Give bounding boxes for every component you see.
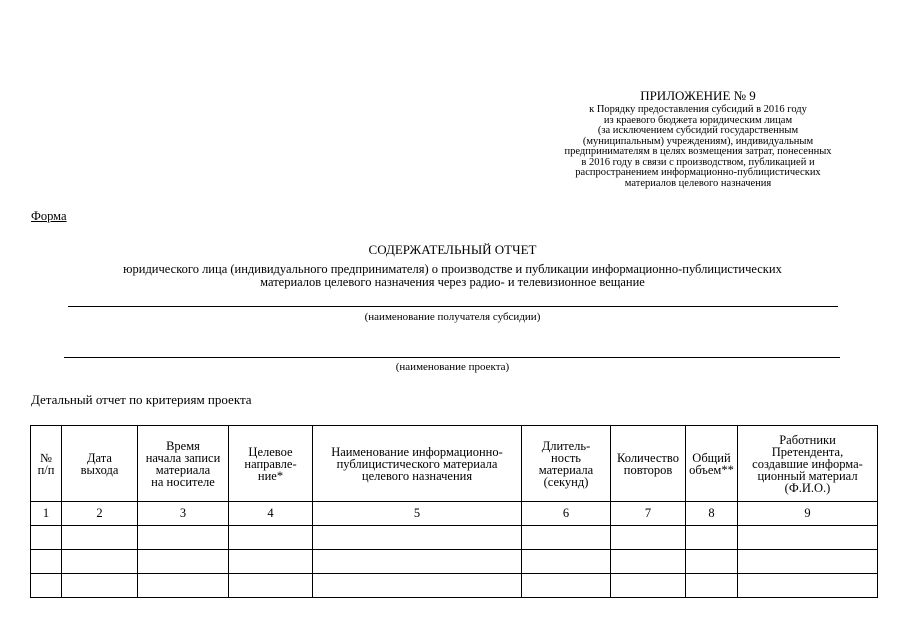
recipient-caption: (наименование получателя субсидии) <box>364 311 541 323</box>
column-header-line: № <box>40 450 52 465</box>
detail-heading: Детальный отчет по критериям проекта <box>31 392 252 407</box>
table-cell <box>138 550 229 574</box>
column-number: 8 <box>686 502 738 526</box>
table-row <box>31 526 878 550</box>
column-header-8 <box>686 426 738 502</box>
column-header-line: (Ф.И.О.) <box>784 480 831 495</box>
column-header-line: повторов <box>623 462 673 477</box>
table-cell <box>738 526 878 550</box>
column-header-line: п/п <box>37 462 55 477</box>
appendix-line: распространением информационно-публицистических <box>575 167 821 178</box>
table-cell <box>62 550 138 574</box>
column-header-line: на носителе <box>151 474 215 489</box>
report-subtitle <box>40 263 865 289</box>
table-cell <box>686 574 738 598</box>
appendix-line: (за исключением субсидий государственным <box>597 125 799 136</box>
recipient-name-line <box>68 306 838 307</box>
column-header-line: начала записи <box>145 450 221 465</box>
column-header-line: Дата <box>87 450 112 465</box>
table-cell <box>229 526 313 550</box>
column-number: 6 <box>522 502 611 526</box>
appendix-line: предпринимателям в целях возмещения затрат, понесенных <box>564 146 832 157</box>
project-name-line <box>64 357 840 358</box>
column-header-line: направле- <box>244 456 297 471</box>
table-cell <box>611 550 686 574</box>
table-cell <box>31 574 62 598</box>
criteria-table <box>30 425 878 598</box>
table-cell <box>611 574 686 598</box>
table-cell <box>313 526 522 550</box>
table-header-row <box>31 426 878 502</box>
column-number-row <box>31 502 878 526</box>
column-header-2 <box>62 426 138 502</box>
column-header-line: публицистического материала <box>336 456 498 471</box>
column-header-line: (секунд) <box>543 474 589 489</box>
table-cell <box>686 550 738 574</box>
column-header-line: ционный материал <box>757 468 858 483</box>
table-row <box>31 550 878 574</box>
column-header-line: Общий <box>692 450 731 465</box>
table-cell <box>138 574 229 598</box>
column-header-line: Целевое <box>248 444 293 459</box>
column-header-line: ность <box>551 450 581 465</box>
column-header-line: Время <box>166 438 200 453</box>
column-header-6 <box>522 426 611 502</box>
table-cell <box>522 526 611 550</box>
column-header-3 <box>138 426 229 502</box>
appendix-line: материалов целевого назначения <box>624 177 772 189</box>
table-cell <box>31 550 62 574</box>
table-cell <box>313 550 522 574</box>
table-cell <box>229 574 313 598</box>
column-header-line: материала <box>155 462 211 477</box>
table-cell <box>31 526 62 550</box>
report-title: СОДЕРЖАТЕЛЬНЫЙ ОТЧЕТ <box>368 242 537 257</box>
column-number: 4 <box>229 502 313 526</box>
table-cell <box>522 574 611 598</box>
table-row <box>31 574 878 598</box>
column-header-line: создавшие информа- <box>752 456 863 471</box>
table-cell <box>62 526 138 550</box>
column-header-line: Количество <box>617 450 679 465</box>
table-cell <box>522 550 611 574</box>
appendix-line: из краевого бюджета юридическим лицам <box>603 114 793 126</box>
report-subtitle-line: материалов целевого назначения через радио- и телевизионное вещание <box>260 275 645 289</box>
table-cell <box>611 526 686 550</box>
column-number: 3 <box>138 502 229 526</box>
column-header-line: объем** <box>689 462 734 477</box>
appendix-block <box>528 89 868 189</box>
column-number: 2 <box>62 502 138 526</box>
column-header-4 <box>229 426 313 502</box>
appendix-line: (муниципальным) учреждениям), индивидуальным <box>582 135 814 147</box>
column-number: 5 <box>313 502 522 526</box>
table-cell <box>738 550 878 574</box>
column-number: 9 <box>738 502 878 526</box>
column-number: 1 <box>31 502 62 526</box>
table-cell <box>138 526 229 550</box>
form-label: Форма <box>31 209 67 223</box>
table-cell <box>686 526 738 550</box>
column-header-1 <box>31 426 62 502</box>
column-header-line: Наименование информационно- <box>331 444 503 459</box>
table-cell <box>738 574 878 598</box>
column-header-5 <box>313 426 522 502</box>
appendix-line: в 2016 году в связи с производством, публикацией и <box>581 156 815 168</box>
appendix-title: ПРИЛОЖЕНИЕ № 9 <box>640 88 756 103</box>
table-body <box>31 502 878 598</box>
project-caption: (наименование проекта) <box>395 361 510 373</box>
column-header-line: ние* <box>257 468 284 483</box>
column-header-line: материала <box>538 462 594 477</box>
table-cell <box>62 574 138 598</box>
appendix-text <box>528 105 868 189</box>
column-header-line: целевого назначения <box>361 468 473 483</box>
column-header-line: выхода <box>80 462 119 477</box>
table-cell <box>229 550 313 574</box>
table-cell <box>313 574 522 598</box>
column-number: 7 <box>611 502 686 526</box>
column-header-line: Претендента, <box>771 444 844 459</box>
column-header-line: Длитель- <box>541 438 591 453</box>
column-header-9 <box>738 426 878 502</box>
column-header-line: Работники <box>779 432 836 447</box>
report-subtitle-line: юридического лица (индивидуального предпринимателя) о производстве и публикации информационно-публицистических <box>123 262 782 276</box>
column-header-7 <box>611 426 686 502</box>
appendix-line: к Порядку предоставления субсидий в 2016 году <box>589 104 807 115</box>
